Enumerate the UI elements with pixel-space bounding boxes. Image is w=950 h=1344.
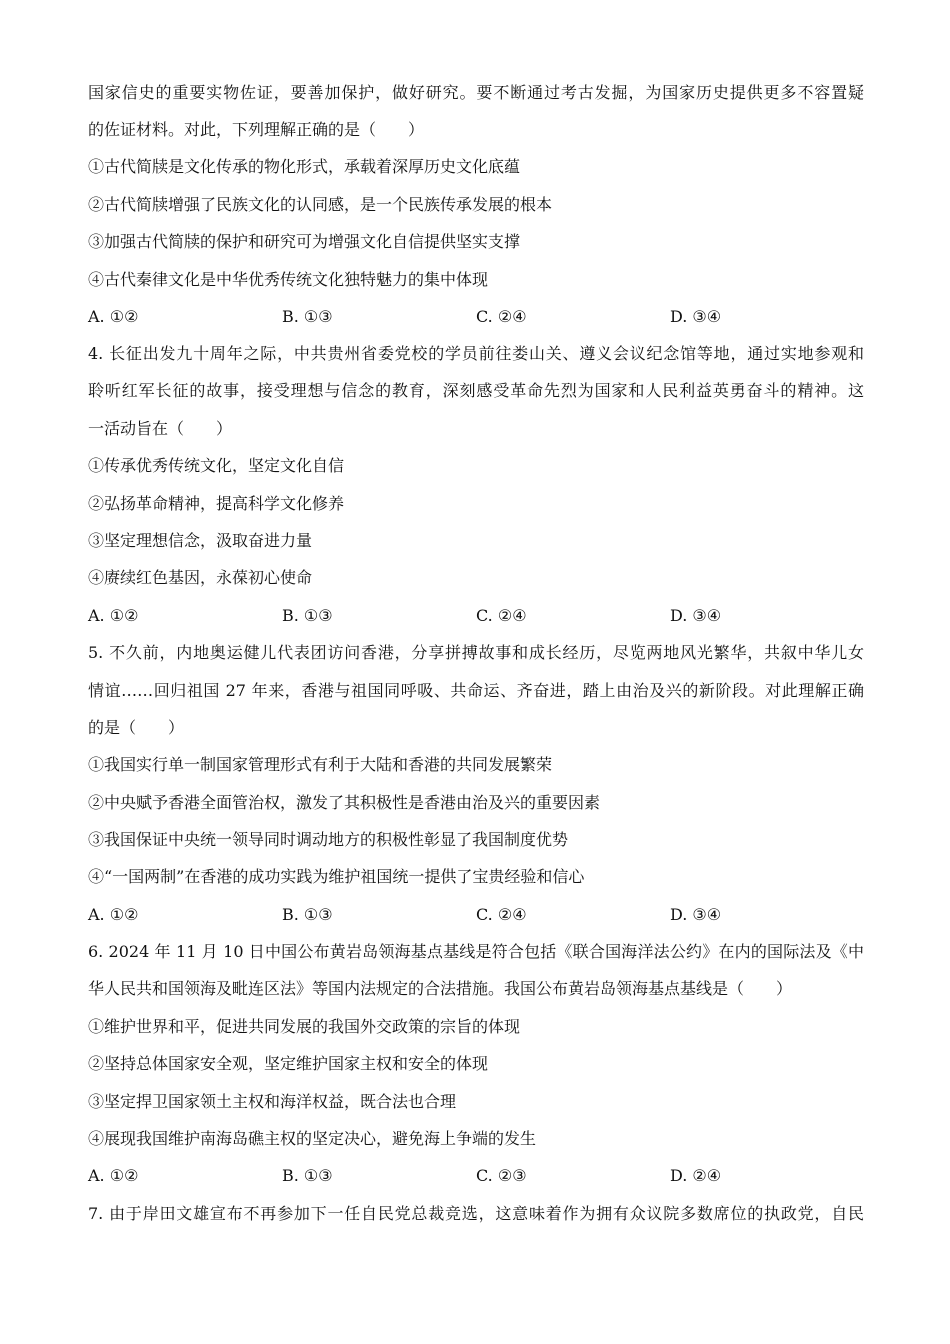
q4-option-d[interactable]: D. ③④ — [670, 606, 722, 625]
q4-option-c[interactable]: C. ②④ — [476, 606, 527, 625]
q6-stem-line-2: 华人民共和国领海及毗连区法》等国内法规定的合法措施。我国公布黄岩岛领海基点基线是（ ） — [88, 979, 793, 998]
q6-option-b[interactable]: B. ①③ — [282, 1166, 333, 1185]
q6-item-4: ④展现我国维护南海岛礁主权的坚定决心，避免海上争端的发生 — [88, 1129, 537, 1148]
q3-item-4: ④古代秦律文化是中华优秀传统文化独特魅力的集中体现 — [88, 270, 489, 289]
q6-item-1: ①维护世界和平，促进共同发展的我国外交政策的宗旨的体现 — [88, 1017, 521, 1036]
q5-stem-line-3: 的是（ ） — [88, 718, 185, 737]
q4-option-a[interactable]: A. ①② — [88, 606, 139, 625]
q4-item-2: ②弘扬革命精神，提高科学文化修养 — [88, 494, 345, 513]
q4-item-1: ①传承优秀传统文化，坚定文化自信 — [88, 456, 345, 475]
q5-item-2: ②中央赋予香港全面管治权，激发了其积极性是香港由治及兴的重要因素 — [88, 793, 601, 812]
q6-item-2: ②坚持总体国家安全观，坚定维护国家主权和安全的体现 — [88, 1054, 489, 1073]
q3-stem-line-1: 国家信史的重要实物佐证，要善加保护，做好研究。要不断通过考古发掘，为国家历史提供更多不容置疑 — [88, 83, 864, 102]
q6-item-3: ③坚定捍卫国家领土主权和海洋权益，既合法也合理 — [88, 1092, 457, 1111]
q4-options — [88, 606, 864, 626]
q3-option-a[interactable]: A. ①② — [88, 307, 139, 326]
q4-stem-line-3: 一活动旨在（ ） — [88, 419, 233, 438]
q5-option-c[interactable]: C. ②④ — [476, 905, 527, 924]
q6-option-c[interactable]: C. ②③ — [476, 1166, 527, 1185]
q5-option-b[interactable]: B. ①③ — [282, 905, 333, 924]
q4-stem-line-1: 4. 长征出发九十周年之际，中共贵州省委党校的学员前往娄山关、遵义会议纪念馆等地，通过实地参观和 — [88, 344, 864, 363]
q6-option-d[interactable]: D. ②④ — [670, 1166, 722, 1185]
q4-item-3: ③坚定理想信念，汲取奋进力量 — [88, 531, 313, 550]
q3-options — [88, 307, 864, 327]
q3-item-3: ③加强古代简牍的保护和研究可为增强文化自信提供坚实支撑 — [88, 232, 521, 251]
q3-item-1: ①古代简牍是文化传承的物化形式，承载着深厚历史文化底蕴 — [88, 157, 521, 176]
q3-option-c[interactable]: C. ②④ — [476, 307, 527, 326]
q3-stem-line-2: 的佐证材料。对此，下列理解正确的是（ ） — [88, 120, 425, 139]
q4-item-4: ④赓续红色基因，永葆初心使命 — [88, 568, 313, 587]
q5-options — [88, 905, 864, 925]
q5-item-1: ①我国实行单一制国家管理形式有利于大陆和香港的共同发展繁荣 — [88, 755, 553, 774]
q4-stem-line-2: 聆听红军长征的故事，接受理想与信念的教育，深刻感受革命先烈为国家和人民利益英勇奋斗的精神。这 — [88, 381, 864, 400]
q5-item-4: ④“一国两制”在香港的成功实践为维护祖国统一提供了宝贵经验和信心 — [88, 867, 585, 886]
q6-stem-line-1: 6. 2024 年 11 月 10 日中国公布黄岩岛领海基点基线是符合包括《联合国海洋法公约》在内的国际法及《中 — [88, 942, 864, 961]
q3-option-b[interactable]: B. ①③ — [282, 307, 333, 326]
q6-options — [88, 1166, 864, 1186]
q5-stem-line-2: 情谊……回归祖国 27 年来，香港与祖国同呼吸、共命运、齐奋进，踏上由治及兴的新阶段。对此理解正确 — [88, 681, 864, 700]
q4-option-b[interactable]: B. ①③ — [282, 606, 333, 625]
q6-option-a[interactable]: A. ①② — [88, 1166, 139, 1185]
q5-option-d[interactable]: D. ③④ — [670, 905, 722, 924]
q3-item-2: ②古代简牍增强了民族文化的认同感，是一个民族传承发展的根本 — [88, 195, 553, 214]
q5-stem-line-1: 5. 不久前，内地奥运健儿代表团访问香港，分享拼搏故事和成长经历，尽览两地风光繁华，共叙中华儿女 — [88, 643, 864, 662]
q5-item-3: ③我国保证中央统一领导同时调动地方的积极性彰显了我国制度优势 — [88, 830, 569, 849]
q3-option-d[interactable]: D. ③④ — [670, 307, 722, 326]
q5-option-a[interactable]: A. ①② — [88, 905, 139, 924]
q7-stem-line-1: 7. 由于岸田文雄宣布不再参加下一任自民党总裁竞选，这意味着作为拥有众议院多数席位的执政党，自民 — [88, 1204, 864, 1223]
